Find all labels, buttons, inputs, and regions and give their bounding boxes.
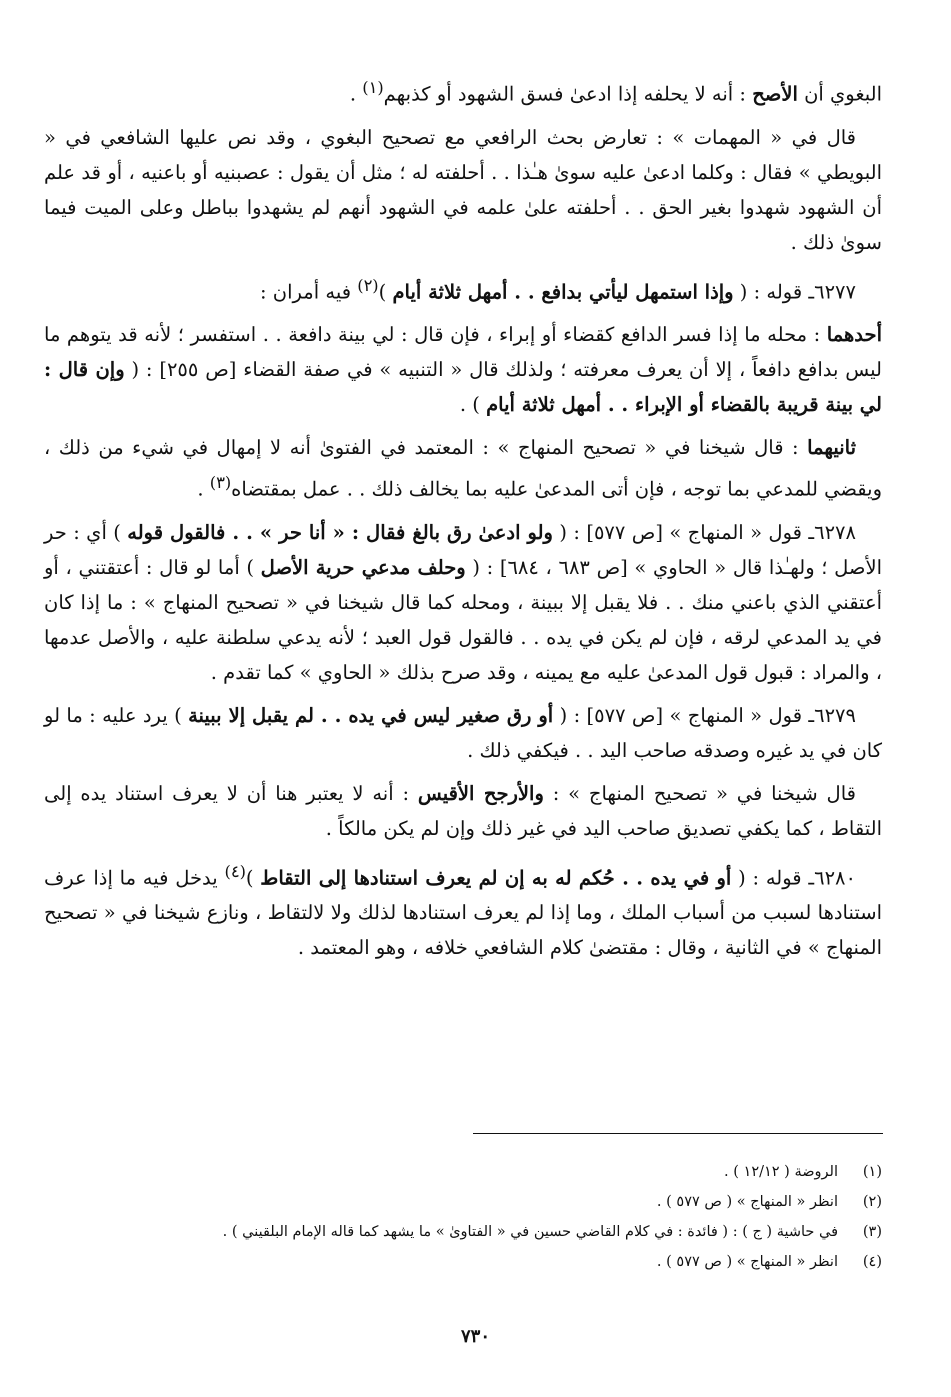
footnotes bbox=[44, 1157, 882, 1277]
text-run: ) أي : حر الأصل ؛ ولهـٰذا قال « الحاوي » [ص ٦٨٣ ، ٦٨٤] : ( bbox=[44, 520, 883, 579]
text-run: ) bbox=[378, 280, 393, 303]
bold-run: ثانيهما bbox=[807, 436, 856, 459]
bold-run: والأرجح الأقيس bbox=[417, 781, 544, 805]
footnote-2 bbox=[44, 1187, 882, 1217]
bold-run: أو في يده . . حُكم له به إن لم يعرف استنادها إلى التقاط bbox=[260, 866, 732, 889]
footnote-text: الروضة ( ١٢/١٢ ) . bbox=[724, 1164, 838, 1180]
footnote-ref: (٣) bbox=[209, 473, 232, 492]
bold-run: ولو ادعىٰ رق بالغ فقال : « أنا حر » . . فالقول قوله bbox=[127, 520, 553, 544]
footnote-divider bbox=[473, 1133, 883, 1134]
footnote-ref: (٢) bbox=[357, 275, 379, 295]
paragraph-6280 bbox=[44, 854, 882, 966]
footnote-number: (١) bbox=[862, 1164, 882, 1180]
footnote-text: انظر « المنهاج » ( ص ٥٧٧ ) . bbox=[656, 1194, 838, 1210]
paragraph-6278 bbox=[44, 515, 882, 690]
footnote-number: (٣) bbox=[862, 1224, 882, 1240]
text-run: قال شيخنا في « تصحيح المنهاج » : bbox=[543, 781, 856, 805]
text-run: ٦٢٧٧ـ قوله : ( bbox=[733, 280, 856, 303]
bold-run: وإذا استمهل ليأتي بدافع . . أمهل ثلاثة أيام bbox=[392, 280, 734, 303]
main-text bbox=[44, 70, 882, 973]
text-run: يدخل فيه ما إذا عرف استنادها لسبب من أسباب الملك ، وما إذا لم يعرف استنادها لذلك ولا لالتقاط ، ونازع شيخنا في « تصحيح المنهاج » في الثانية ، وقال : مقتضىٰ كلام الشافعي خلافه ، وهو المعتمد . bbox=[44, 866, 882, 959]
text-run: ٦٢٨٠ـ قوله : ( bbox=[731, 866, 856, 889]
text-run: . bbox=[197, 477, 210, 501]
text-run: ) . bbox=[459, 393, 487, 416]
text-run: فيه أمران : bbox=[260, 280, 358, 303]
text-run: ) يرد عليه : ما لو كان في يد غيره وصدقه صاحب اليد . . فيكفي ذلك . bbox=[44, 703, 882, 762]
text-run: ) أما لو قال : أعتقتني ، أو أعتقني الذي باعني منك . . فلا يقبل إلا ببينة ، ومحله كما قال شيخنا في « تصحيح المنهاج » : ما إذا كان في يد المدعي لرقه ، فإن لم يكن في يده . . فالقول قول العبد ؛ لأنه يدعي سلطنة عليه ، والأصل عدمها ، والمراد : قبول قول المدعىٰ عليه مع يمينه ، وقد صرح بذلك « الحاوي » كما تقدم . bbox=[44, 555, 882, 684]
bold-run: الأصح bbox=[752, 82, 798, 106]
text-run: : قال شيخنا في « تصحيح المنهاج » : المعتمد في الفتوىٰ أنه لا إمهال في شيء من ذلك ، ويقضي للمدعي بما توجه ، فإن أتى المدعىٰ عليه بما يخالف ذلك . . عمل بمقتضاه bbox=[44, 436, 882, 501]
bold-run: أو رق صغير ليس في يده . . لم يقبل إلا ببينة bbox=[188, 703, 554, 727]
footnote-number: (٢) bbox=[862, 1194, 882, 1210]
text-run: ٦٢٧٨ـ قول « المنهاج » [ص ٥٧٧] : ( bbox=[552, 520, 857, 544]
text-run: : أنه لا يعتبر هنا أن لا يعرف استناد يده إلى التقاط ، كما يكفي تصديق صاحب اليد في غير ذلك وإن لم يكن مالكاً . bbox=[44, 781, 882, 840]
page-number: ٧٣٠ bbox=[460, 1326, 490, 1347]
text-run: البغوي أن bbox=[797, 82, 882, 106]
text-run: ٦٢٧٩ـ قول « المنهاج » [ص ٥٧٧] : ( bbox=[553, 703, 856, 727]
paragraph-first-matter bbox=[44, 317, 882, 422]
text-run: ) bbox=[245, 866, 261, 889]
footnote-ref: (٤) bbox=[224, 861, 246, 881]
paragraph-6277 bbox=[44, 268, 882, 310]
bold-run: أحدهما bbox=[826, 323, 882, 346]
footnote-1 bbox=[44, 1157, 882, 1187]
footnote-ref: (١) bbox=[362, 78, 384, 97]
bold-run: وحلف مدعي حرية الأصل bbox=[260, 555, 466, 579]
footnote-4 bbox=[44, 1247, 882, 1277]
footnote-text: انظر « المنهاج » ( ص ٥٧٧ ) . bbox=[656, 1254, 838, 1270]
text-run: . bbox=[349, 82, 363, 106]
paragraph-sheikh-comment bbox=[44, 776, 882, 846]
text-run: : أنه لا يحلفه إذا ادعىٰ فسق الشهود أو كذبهم bbox=[383, 82, 753, 106]
paragraph-6279 bbox=[44, 698, 882, 768]
footnote-number: (٤) bbox=[862, 1254, 882, 1270]
bold-run: وإن قال : لي بينة قريبة بالقضاء أو الإبراء . . أمهل ثلاثة أيام bbox=[44, 358, 882, 416]
paragraph-2: قال في « المهمات » : تعارض بحث الرافعي مع تصحيح البغوي ، وقد نص عليها الشافعي في « البويطي » فقال : وكلما ادعىٰ عليه سوىٰ هـٰذا . . أحلفته له ؛ مثل أن يقول : عصبنيه أو باعنيه ، أو قد علم أن الشهود شهدوا بغير الحق . . أحلفته علىٰ علمه في الشهود أنهم لم يشهدوا بباطل وعلى الميت فيما سوىٰ ذلك . bbox=[44, 125, 882, 254]
text-run: : محله ما إذا فسر الدافع كقضاء أو إبراء ، فإن قال : لي بينة دافعة . . استفسر ؛ لأنه قد يتوهم ما ليس بدافع دافعاً ، إلا أن يعرف معرفته ؛ ولذلك قال « التنبيه » في صفة القضاء [ص ٢٥٥] : ( bbox=[44, 323, 882, 381]
footnote-text: في حاشية ( ج ) : ( فائدة : في كلام القاضي حسين في « الفتاوىٰ » ما يشهد كما قاله الإمام البلقيني ) . bbox=[222, 1224, 838, 1240]
footnote-3 bbox=[44, 1217, 882, 1247]
paragraph-1 bbox=[44, 70, 882, 112]
paragraph-second-matter bbox=[44, 430, 882, 507]
